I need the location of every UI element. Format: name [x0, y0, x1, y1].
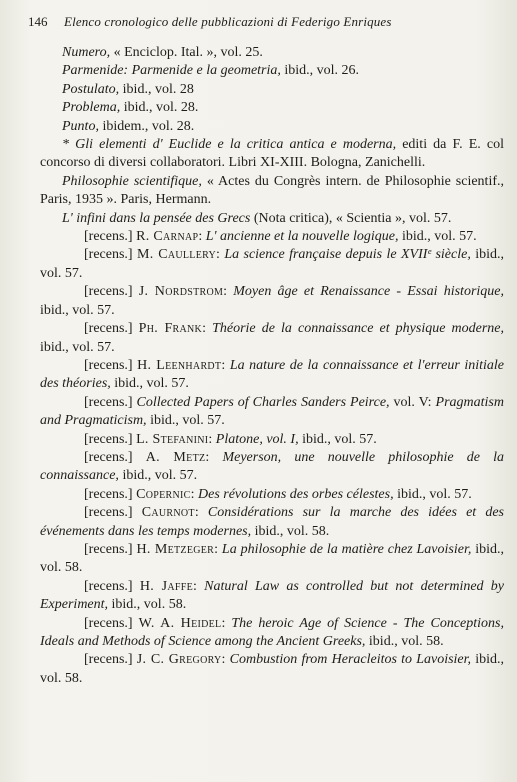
recension-tag: [recens.] [84, 486, 133, 502]
entry-details: ibid., vol. 28 [119, 81, 194, 97]
page-number: 146 [28, 14, 48, 29]
recension-details: ibid., vol. 58. [108, 597, 187, 613]
entry-details: « Enciclop. Ital. », vol. 25. [110, 45, 263, 60]
recension-separator: : [190, 486, 198, 502]
recension-tag: [recens.] [84, 578, 133, 594]
recension-details: ibid., vol. 57. [110, 376, 189, 392]
recension-tag: [recens.] [84, 505, 133, 521]
recension-details: ibid., vol. 58. [40, 652, 505, 686]
recension-entry [40, 578, 504, 615]
recension-entry [40, 615, 504, 652]
recension-author: H. Jaffe [139, 578, 193, 594]
recension-tag: [recens.] [84, 449, 133, 465]
entry-details: ibidem., vol. 28. [98, 118, 195, 134]
recension-tag: [recens.] [84, 321, 133, 337]
bibliography-entry [40, 136, 504, 173]
bibliography-entry [40, 62, 504, 80]
recension-details: ibid., vol. 58. [251, 523, 330, 539]
entry-title: Numero, [62, 45, 111, 60]
recension-title: The heroic Age of Science - The Conceptions, Ideals and Methods of Science among the Ancient Greeks, [40, 615, 504, 649]
recension-tag: [recens.] [84, 229, 133, 245]
entry-title: Philosophie scientifique, [62, 173, 202, 189]
recension-title: Théorie de la connaissance et physique moderne, [212, 321, 505, 337]
recension-details: ibid., vol. 58. [40, 541, 505, 576]
entry-title: * Gli elementi d' Euclide e la critica antica e moderna, [62, 137, 397, 153]
recension-separator: : [193, 578, 205, 594]
recension-separator: : [216, 247, 225, 263]
entry-title: Parmenide: Parmenide e la geometria, [62, 63, 281, 79]
recension-details: ibid., vol. 57. [393, 486, 472, 502]
recension-title: Considérations sur la marche des idées et des événements dans les temps modernes, [40, 505, 504, 539]
recension-title: Combustion from Heracleitos to Lavoisier, [229, 652, 472, 668]
recension-details: ibid., vol. 57. [40, 247, 505, 281]
recension-title: Des révolutions des orbes célestes, [198, 486, 394, 502]
recension-entry [40, 228, 504, 246]
recension-details: ibid., vol. 58. [365, 634, 444, 649]
recension-separator: : [194, 505, 208, 521]
running-title: Elenco cronologico delle pubblicazioni di Federigo Enriques [64, 14, 392, 29]
recension-author: H. Metzeger [136, 541, 215, 557]
recension-separator: : [205, 449, 223, 465]
recension-tag: [recens.] [84, 284, 133, 300]
recension-author: Caurnot [141, 505, 195, 521]
entry-details: ibid., vol. 26. [280, 63, 360, 79]
recension-separator: : [221, 615, 232, 631]
recension-separator: : [198, 229, 206, 245]
recension-details-secondary: ibid., vol. 57. [146, 413, 225, 429]
recension-details: ibid., vol. 57. [40, 302, 115, 318]
bibliography-entry [40, 173, 504, 210]
recension-tag: [recens.] [84, 541, 133, 557]
recension-author: A. Metz [145, 449, 206, 465]
recension-details: ibid., vol. 57. [398, 229, 477, 245]
recension-entry [40, 541, 504, 578]
recension-title: Meyerson, une nouvelle philosophie de la connaissance, [40, 449, 505, 484]
page-header [28, 14, 507, 30]
recension-separator: : [221, 357, 230, 373]
entry-title: Problema, [62, 100, 121, 116]
recension-separator: : [202, 321, 213, 337]
recension-entry [40, 486, 504, 504]
entry-details: ibid., vol. 28. [120, 100, 199, 116]
recension-entry [40, 283, 504, 320]
recension-entry [40, 504, 504, 541]
recension-tag: [recens.] [84, 615, 133, 631]
entry-title: L' infini dans la pensée des Grecs [62, 210, 251, 226]
recension-entry [40, 394, 504, 431]
recension-entry [40, 431, 504, 449]
bibliography-entry [40, 81, 504, 99]
recension-title: La nature de la connaissance et l'erreur initiale des théories, [40, 357, 504, 392]
recension-separator: : [223, 284, 234, 300]
bibliography-entry [40, 210, 504, 228]
recension-title: Natural Law as controlled but not determined by Experiment, [40, 578, 505, 613]
entry-details: « Actes du Congrès intern. de Philosophie scientif., Paris, 1935 ». Paris, Hermann. [40, 173, 505, 208]
recensions-block [40, 228, 504, 688]
recension-details: vol. V: [389, 394, 436, 410]
recension-title: La science française depuis le XVIIᵉ siècle, [224, 247, 471, 263]
recension-separator: : [221, 652, 230, 668]
bibliography-entry [40, 99, 504, 117]
recension-title-secondary: Pragmatism and Pragmaticism, [40, 394, 504, 429]
recension-author: R. Carnap [136, 229, 199, 245]
recension-tag: [recens.] [84, 431, 133, 447]
recension-title: Platone, vol. I, [215, 431, 299, 447]
recension-author: Copernic [136, 486, 191, 502]
recension-title: Collected Papers of Charles Sanders Peirce, [136, 394, 390, 410]
recension-entry [40, 246, 504, 283]
recension-title: L' ancienne et la nouvelle logique, [205, 229, 399, 245]
entry-details: (Nota critica), « Scientia », vol. 57. [250, 210, 452, 226]
entry-details: editi da F. E. col concorso di diversi collaboratori. Libri XI-XIII. Bologna, Zanichelli. [40, 137, 504, 171]
recension-author: Ph. Frank [138, 321, 203, 337]
recension-tag: [recens.] [84, 652, 133, 668]
recension-entry [40, 357, 504, 394]
recension-author: L. Stefanini [136, 431, 209, 447]
recension-details: ibid., vol. 57. [298, 431, 377, 447]
entries-block [40, 44, 504, 228]
recension-separator: : [208, 431, 216, 447]
recension-entry [40, 651, 504, 688]
recension-title: Moyen âge et Renaissance - Essai historique, [233, 284, 504, 300]
recension-author: W. A. Heidel [138, 615, 222, 631]
recension-tag: [recens.] [84, 247, 133, 263]
entry-title: Punto, [62, 118, 99, 134]
recension-details: ibid., vol. 57. [118, 468, 198, 484]
entry-title: Postulato, [62, 81, 120, 97]
recension-details: ibid., vol. 57. [40, 339, 115, 355]
recension-author: M. Caullery [136, 247, 217, 263]
recension-entry [40, 320, 504, 357]
bibliography-entry [40, 44, 504, 62]
recension-tag: [recens.] [84, 394, 133, 410]
recension-title: La philosophie de la matière chez Lavoisier, [221, 541, 472, 557]
bibliography-entry [40, 118, 504, 136]
recension-author: J. Nordstrom [138, 284, 224, 300]
recension-author: J. C. Gregory [136, 652, 222, 668]
recension-tag: [recens.] [84, 357, 133, 373]
recension-entry [40, 449, 504, 486]
recension-separator: : [214, 541, 222, 557]
bibliography-list [40, 44, 504, 688]
recension-author: H. Leenhardt [137, 357, 222, 373]
